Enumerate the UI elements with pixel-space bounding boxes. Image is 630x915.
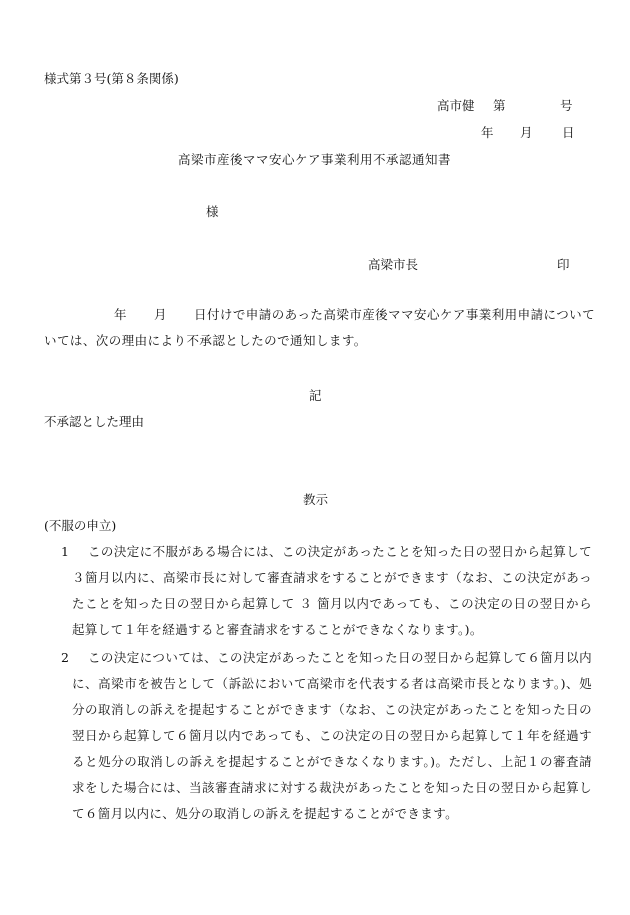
- item-number: 1: [61, 544, 70, 559]
- document-number-prefix: 高市健: [437, 98, 475, 113]
- form-label: 様式第３号(第８条関係): [44, 71, 179, 86]
- body-text-line-2: いては、次の理由により不承認としたので通知します。: [44, 333, 367, 348]
- item-text: この決定に不服がある場合には、この決定があったことを知った日の翌日から起算して３箇月以内に、高梁市長に対して審査請求をすることができます（なお、この決定があったことを知った日の翌日から起算して ３ 箇月以内であっても、この決定の日の翌日から起算して１年を経過すると審査請求をすることができなくなります。)。: [72, 544, 592, 637]
- kyouji-item-1: [44, 539, 592, 643]
- item-text: この決定については、この決定があったことを知った日の翌日から起算して６箇月以内に、高梁市を被告として（訴訟において高梁市を代表する者は高梁市長となります。)、処分の取消しの訴えを提起することができます（なお、この決定があったことを知った日の翌日から起算して６箇月以内であっても、この決定の日の翌日から起算して１年を経過すると処分の取消しの訴えを提起することができなくなります。)。ただし、上記１の審査請求をした場合には、当該審査請求に対する裁決があったことを知った日の翌日から起算して６箇月以内に、処分の取消しの訴えを提起することができます。: [72, 650, 592, 821]
- body-date-month: 月: [154, 307, 167, 322]
- reason-label: 不承認とした理由: [44, 414, 145, 429]
- item-number: 2: [61, 650, 70, 665]
- document-number-gou: 号: [560, 98, 573, 113]
- date-month: 月: [520, 125, 533, 140]
- document-title: 高梁市産後ママ安心ケア事業利用不承認通知書: [178, 152, 452, 167]
- body-text: 日付けで申請のあった高梁市産後ママ安心ケア事業利用申請について: [194, 307, 596, 322]
- seal-mark: 印: [557, 257, 570, 272]
- addressee-suffix: 様: [206, 204, 219, 219]
- sender-name: 高梁市長: [368, 257, 419, 272]
- kyouji-subheading: (不服の申立): [44, 518, 117, 533]
- kyouji-item-2: [44, 645, 592, 827]
- document-number-dai: 第: [493, 98, 506, 113]
- date-day: 日: [562, 125, 575, 140]
- kyouji-heading: 教示: [303, 492, 329, 507]
- body-date-year: 年: [114, 307, 127, 322]
- date-year: 年: [481, 125, 494, 140]
- ki-heading: 記: [309, 388, 322, 403]
